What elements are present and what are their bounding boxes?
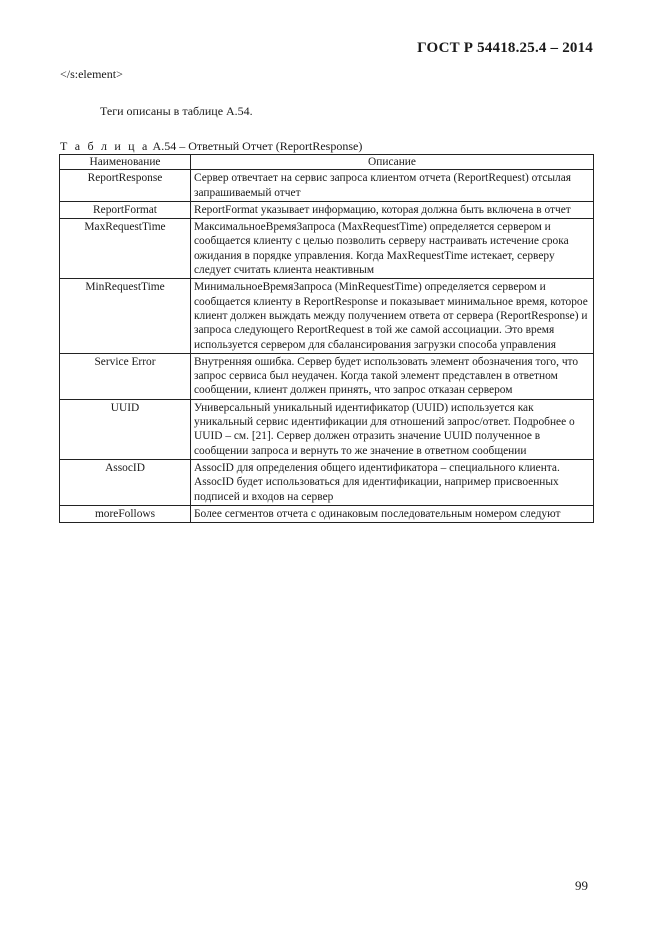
row-name: AssocID (60, 459, 191, 505)
row-description: Универсальный уникальный идентификатор (UUID) используется как уникальный сервис идентификации для отношений запрос/ответ. Подробнее о UUID – см. [21]. Сервер должен отразить значение UUID полученное в сообщении запроса и вернуть то же значение в ответном сообщении (191, 399, 594, 459)
spec-table (59, 154, 594, 523)
table-caption (60, 139, 362, 154)
row-description: AssocID для определения общего идентификатора – специального клиента. AssocID будет использоваться для идентификации, например присвоенных подписей и входов на сервер (191, 459, 594, 505)
caption-text: А.54 – Ответный Отчет (ReportResponse) (149, 139, 363, 153)
row-description: Более сегментов отчета с одинаковым последовательным номером следуют (191, 505, 594, 522)
row-description: Сервер отвечтает на сервис запроса клиентом отчета (ReportRequest) отсылая запрашиваемый отчет (191, 170, 594, 202)
header-description: Описание (191, 155, 594, 170)
code-line: </s:element> (60, 67, 123, 81)
header-name: Наименование (60, 155, 191, 170)
table-row (60, 201, 594, 218)
row-description: МаксимальноеВремяЗапроса (MaxRequestTime) определяется сервером и сообщается клиенту с целью позволить серверу настраивать истечение срока ожидания в порядке управления. Когда MaxRequestTime истекает, серверу следует считать клиента неактивным (191, 219, 594, 279)
table-row (60, 459, 594, 505)
table-row (60, 170, 594, 202)
table-row (60, 279, 594, 353)
row-name: MaxRequestTime (60, 219, 191, 279)
caption-prefix: Т а б л и ц а (60, 139, 150, 153)
row-description: МинимальноеВремяЗапроса (MinRequestTime) определяется сервером и сообщается клиенту в ReportResponse и показывает минимальное время, которое клиент должен выждать между получением ответа от сервера (ReportResponse) и запроса следующего ReportRequest в той же самой ассоциации. Это время используется сервером для сбалансирования загрузки способа управления (191, 279, 594, 353)
row-name: MinRequestTime (60, 279, 191, 353)
row-name: moreFollows (60, 505, 191, 522)
row-name: ReportFormat (60, 201, 191, 218)
row-name: ReportResponse (60, 170, 191, 202)
table-row (60, 353, 594, 399)
row-description: Внутренняя ошибка. Сервер будет использовать элемент обозначения того, что запрос сервиса был неудачен. Когда такой элемент представлен в ответном сообщении, клиент должен принять, что запрос отказан сервером (191, 353, 594, 399)
document-header: ГОСТ Р 54418.25.4 – 2014 (417, 40, 593, 56)
intro-paragraph: Теги описаны в таблице А.54. (100, 104, 253, 118)
table-row (60, 399, 594, 459)
table-row (60, 219, 594, 279)
row-name: UUID (60, 399, 191, 459)
table-header-row (60, 155, 594, 170)
row-description: ReportFormat указывает информацию, которая должна быть включена в отчет (191, 201, 594, 218)
row-name: Service Error (60, 353, 191, 399)
page-number: 99 (575, 878, 588, 893)
table-row (60, 505, 594, 522)
